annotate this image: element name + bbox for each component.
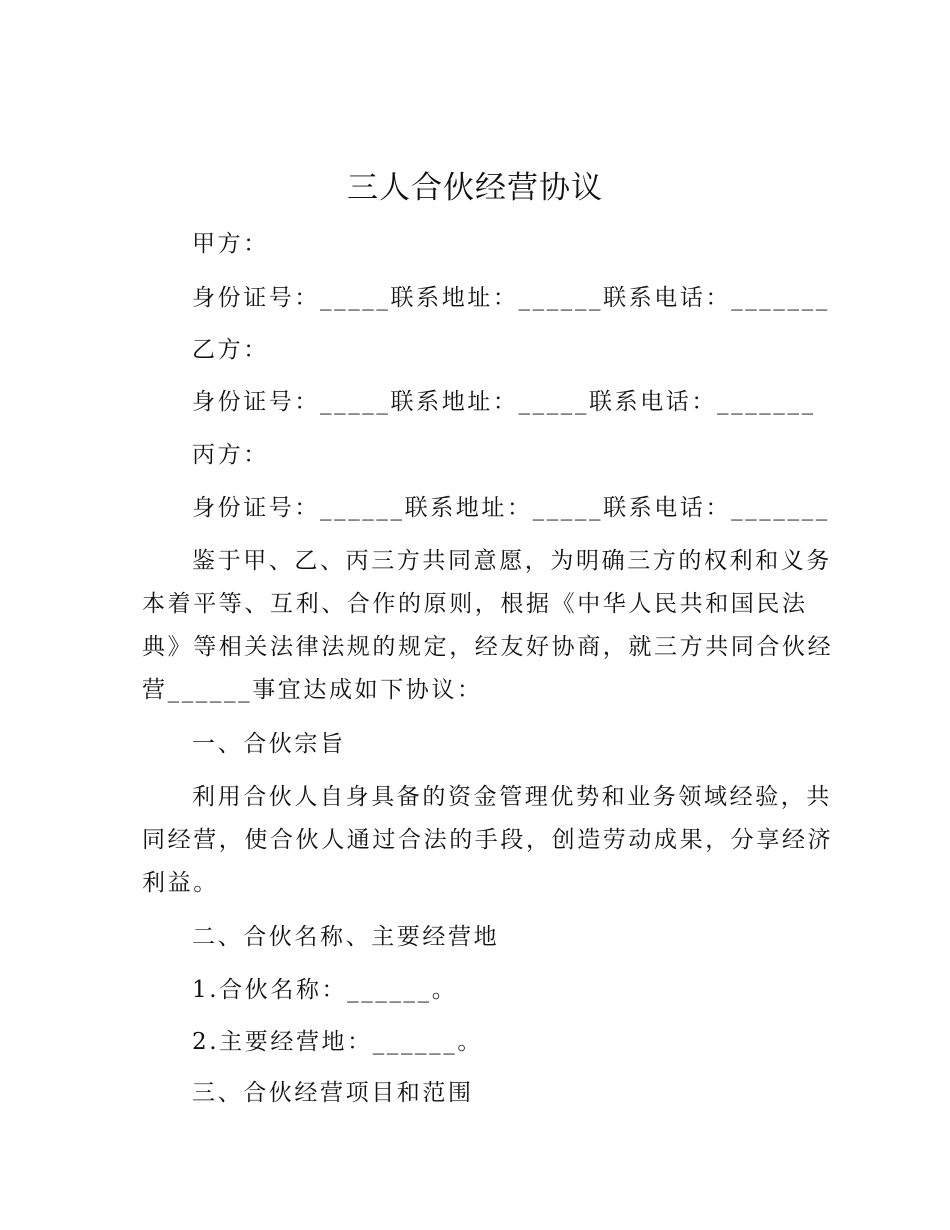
party-a-info: 身份证号：_____联系地址：______联系电话：_______ — [192, 285, 830, 311]
section3-heading: 三、合伙经营项目和范围 — [192, 1080, 474, 1106]
party-c-label: 丙方： — [192, 442, 269, 468]
preamble-paragraph — [142, 540, 834, 712]
party-b-info: 身份证号：_____联系地址：_____联系电话：_______ — [192, 389, 816, 415]
section2-item-name: 1.合伙名称：______。 — [192, 977, 458, 1003]
section1-line: 同经营，使合伙人通过合法的手段，创造劳动成果，分享经济 — [142, 827, 834, 853]
document-title: 三人合伙经营协议 — [347, 170, 603, 206]
preamble-line: 营______事宜达成如下协议： — [142, 677, 483, 703]
section1-line: 利用合伙人自身具备的资金管理优势和业务领域经验，共 — [192, 784, 832, 810]
section2-item-location: 2.主要经营地：______。 — [192, 1029, 483, 1055]
section1-paragraph — [142, 776, 834, 905]
preamble-line: 鉴于甲、乙、丙三方共同意愿，为明确三方的权利和义务 — [192, 548, 832, 574]
section1-heading: 一、合伙宗旨 — [192, 731, 346, 757]
preamble-line: 本着平等、互利、合作的原则，根据《中华人民共和国民法 — [142, 591, 808, 617]
section1-line: 利益。 — [142, 870, 219, 896]
party-c-info: 身份证号：______联系地址：_____联系电话：_______ — [192, 495, 830, 521]
party-a-label: 甲方： — [192, 231, 269, 257]
preamble-line: 典》等相关法律法规的规定，经友好协商，就三方共同合伙经 — [142, 634, 834, 660]
party-b-label: 乙方： — [192, 337, 269, 363]
section2-heading: 二、合伙名称、主要经营地 — [192, 924, 500, 950]
